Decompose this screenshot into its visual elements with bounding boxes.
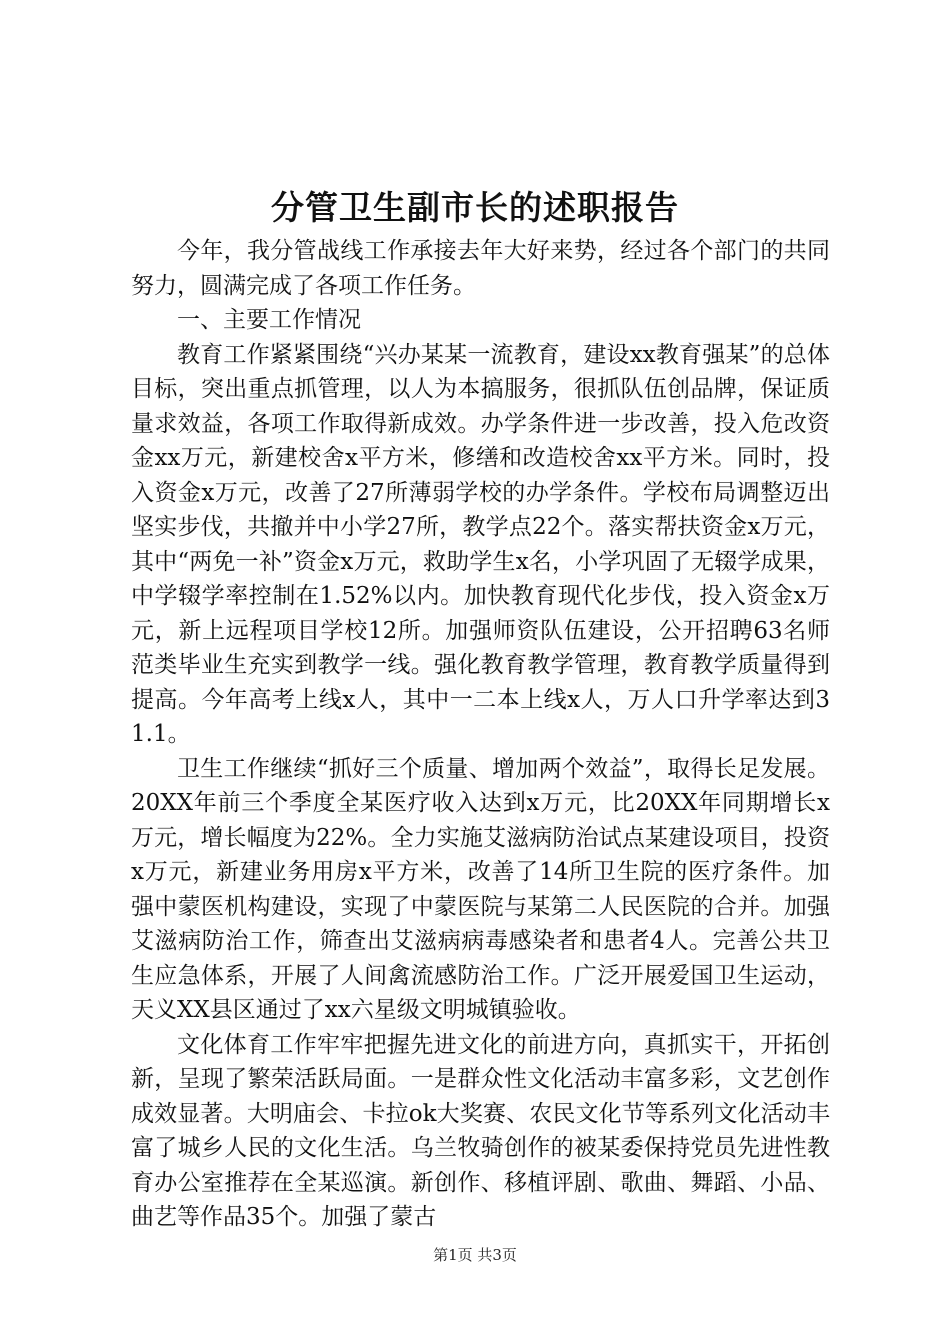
page-footer: 第1页 共3页 <box>433 1246 517 1264</box>
paragraph-health: 卫生工作继续“抓好三个质量、增加两个效益”，取得长足发展。20XX年前三个季度全某医疗收入达到x万元，比20XX年同期增长x万元，增长幅度为22%。全力实施艾滋病防治试点某建设项目，投资x万元，新建业务用房x平方米，改善了14所卫生院的医疗条件。加强中蒙医机构建设，实现了中蒙医院与某第二人民医院的合并。加强艾滋病防治工作，筛查出艾滋病病毒感染者和患者4人。完善公共卫生应急体系，开展了人间禽流感防治工作。广泛开展爱国卫生运动，天义XX县区通过了xx六星级文明城镇验收。 <box>131 755 830 1023</box>
document-body <box>131 234 830 1235</box>
section-heading: 一、主要工作情况 <box>177 307 361 333</box>
paragraph-culture: 文化体育工作牢牢把握先进文化的前进方向，真抓实干，开拓创新，呈现了繁荣活跃局面。一是群众性文化活动丰富多彩，文艺创作成效显著。大明庙会、卡拉ok大奖赛、农民文化节等系列文化活动丰富了城乡人民的文化生活。乌兰牧骑创作的被某委保持党员先进性教育办公室推荐在全某巡演。新创作、移植评剧、歌曲、舞蹈、小品、曲艺等作品35个。加强了蒙古 <box>131 1031 830 1230</box>
paragraph-education: 教育工作紧紧围绕“兴办某某一流教育，建设xx教育强某”的总体目标，突出重点抓管理，以人为本搞服务，很抓队伍创品牌，保证质量求效益，各项工作取得新成效。办学条件进一步改善，投入危改资金xx万元，新建校舍x平方米，修缮和改造校舍xx平方米。同时，投入资金x万元，改善了27所薄弱学校的办学条件。学校布局调整迈出坚实步伐，共撤并中小学27所，教学点22个。落实帮扶资金x万元，其中“两免一补”资金x万元，救助学生x名，小学巩固了无辍学成果，中学辍学率控制在1.52%以内。加快教育现代化步伐，投入资金x万元，新上远程项目学校12所。加强师资队伍建设，公开招聘63名师范类毕业生充实到教学一线。强化教育教学管理，教育教学质量得到提高。今年高考上线x人，其中一二本上线x人，万人口升学率达到31.1。 <box>131 341 830 747</box>
document-title: 分管卫生副市长的述职报告 <box>271 188 679 227</box>
paragraph-intro: 今年，我分管战线工作承接去年大好来势，经过各个部门的共同努力，圆满完成了各项工作任务。 <box>131 238 830 299</box>
